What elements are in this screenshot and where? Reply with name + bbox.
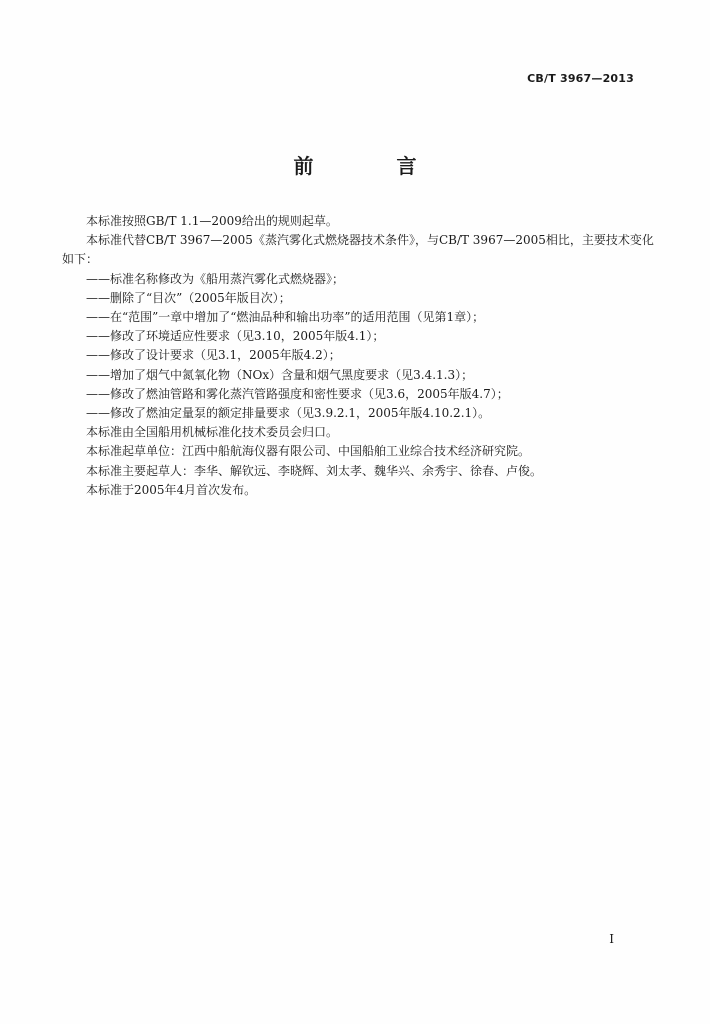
page-number: I xyxy=(609,932,614,946)
change-item: ——修改了设计要求（见3.1，2005年版4.2）； xyxy=(86,348,341,363)
change-item: ——修改了燃油管路和雾化蒸汽管路强度和密性要求（见3.6，2005年版4.7）； xyxy=(86,386,509,401)
paragraph: 本标准代替CB/T 3967—2005《蒸汽雾化式燃烧器技术条件》，与CB/T 3967—2005相比，主要技术变化如下： xyxy=(62,233,654,267)
document-body xyxy=(62,212,662,500)
standard-code: CB/T 3967—2013 xyxy=(527,72,634,85)
paragraph: 本标准起草单位：江西中船航海仪器有限公司、中国船舶工业综合技术经济研究院。 xyxy=(86,444,531,459)
change-item: ——在“范围”一章中增加了“燃油品种和输出功率”的适用范围（见第1章）； xyxy=(86,310,485,325)
paragraph: 本标准于2005年4月首次发布。 xyxy=(86,482,257,497)
paragraph: 本标准主要起草人：李华、解钦远、李晓辉、刘太孝、魏华兴、余秀宇、徐春、卢俊。 xyxy=(86,463,543,478)
change-item: ——删除了“目次”（2005年版目次）； xyxy=(86,290,291,305)
change-item: ——修改了燃油定量泵的额定排量要求（见3.9.2.1，2005年版4.10.2.1）。 xyxy=(86,406,491,421)
paragraph: 本标准由全国船用机械标准化技术委员会归口。 xyxy=(86,425,339,440)
change-item: ——修改了环境适应性要求（见3.10，2005年版4.1）； xyxy=(86,329,385,344)
paragraph: 本标准按照GB/T 1.1—2009给出的规则起草。 xyxy=(86,214,338,228)
change-item: ——标准名称修改为《船用蒸汽雾化式燃烧器》； xyxy=(86,271,345,286)
change-item: ——增加了烟气中氮氧化物（NOx）含量和烟气黑度要求（见3.4.1.3）； xyxy=(86,367,474,382)
page-title: 前 言 xyxy=(293,154,455,178)
